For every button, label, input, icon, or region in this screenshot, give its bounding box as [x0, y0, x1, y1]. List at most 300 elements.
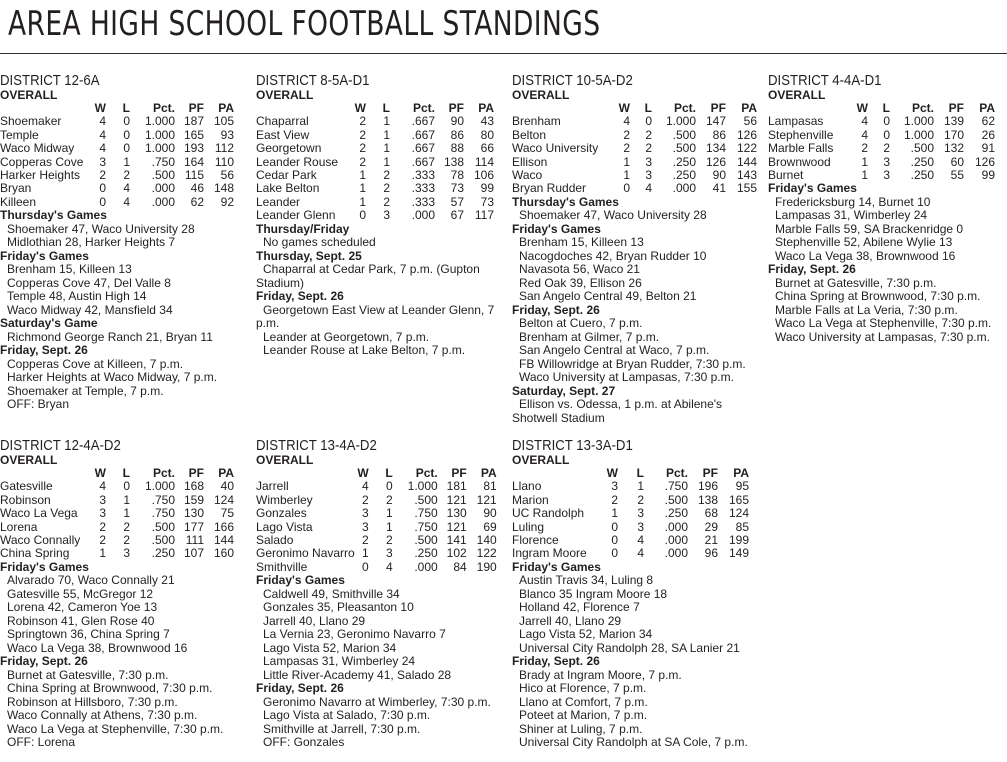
stat-pf: 96 — [704, 546, 718, 561]
game-line: Shoemaker 47, Waco University 28 — [519, 208, 707, 223]
game-line: San Angelo Central at Waco, 7 p.m. — [519, 343, 710, 358]
stat-pa: 160 — [213, 546, 234, 561]
stat-w: 1 — [359, 181, 366, 196]
table-header-row — [512, 467, 749, 480]
game-line: Chaparral at Cedar Park, 7 p.m. (Gupton Stadium) — [256, 262, 480, 290]
stat-pct: .500 — [672, 141, 696, 156]
game-line: Burnet at Gatesville, 7:30 p.m. — [7, 667, 169, 682]
stat-pct: .000 — [664, 533, 688, 548]
stat-pa: 85 — [735, 519, 749, 534]
table-row — [512, 534, 749, 547]
table-row — [256, 156, 494, 169]
stat-w: 3 — [99, 154, 106, 169]
team-name: Geronimo Navarro — [256, 546, 355, 561]
stat-w: 1 — [359, 168, 366, 183]
game-line: Robinson at Hillsboro, 7:30 p.m. — [7, 694, 178, 709]
overall-label: OVERALL — [0, 88, 58, 102]
district-block — [512, 72, 760, 425]
stat-l: 2 — [123, 533, 130, 548]
game-line: Belton at Cuero, 7 p.m. — [519, 316, 643, 331]
game-line: Navasota 56, Waco 21 — [519, 262, 640, 277]
games-heading: Friday's Games — [0, 559, 89, 574]
games-heading: Friday, Sept. 26 — [512, 302, 600, 317]
stat-l: 2 — [123, 168, 130, 183]
team-name: Lake Belton — [256, 181, 320, 196]
stat-pf: 121 — [446, 519, 467, 534]
stat-pf: 67 — [450, 208, 464, 223]
stat-pf: 90 — [712, 168, 726, 183]
games-heading: Thursday/Friday — [256, 221, 350, 236]
game-line: Shoemaker 47, Waco University 28 — [7, 221, 195, 236]
team-name: Leander — [256, 194, 301, 209]
game-line: Alvarado 70, Waco Connally 21 — [7, 573, 175, 588]
stat-l: 3 — [883, 154, 890, 169]
district-name: DISTRICT 12-4A-D2 — [0, 437, 121, 454]
stat-pa: 117 — [474, 208, 494, 223]
column-header: Pct. — [911, 101, 934, 115]
team-name: Luling — [512, 519, 545, 534]
column-header: PF — [188, 101, 204, 115]
table-row — [512, 142, 757, 155]
stat-pa: 165 — [728, 492, 749, 507]
games-heading: Friday, Sept. 26 — [512, 654, 600, 669]
stat-pct: .500 — [414, 492, 438, 507]
team-name: Bryan — [0, 181, 32, 196]
stat-pf: 84 — [453, 559, 467, 574]
stat-pa: 75 — [220, 506, 234, 521]
stat-l: 3 — [386, 546, 393, 561]
stat-pct: .667 — [411, 127, 435, 142]
stat-pct: .250 — [414, 546, 438, 561]
stat-l: 1 — [386, 506, 393, 521]
stat-w: 2 — [359, 154, 366, 169]
table-row — [256, 115, 494, 128]
stat-pf: 121 — [446, 492, 467, 507]
stat-l: 2 — [645, 127, 652, 142]
stat-pct: .333 — [411, 181, 435, 196]
district-block — [512, 437, 760, 750]
standings-table — [256, 102, 494, 223]
game-line: OFF: Gonzales — [263, 735, 345, 750]
game-line: Hico at Florence, 7 p.m. — [519, 681, 647, 696]
stat-w: 1 — [359, 194, 366, 209]
team-name: Chaparral — [256, 114, 309, 129]
table-row — [512, 169, 757, 182]
game-line: Universal City Randolph at SA Cole, 7 p.m. — [519, 735, 748, 750]
stat-pf: 170 — [943, 127, 964, 142]
column-header: PA — [741, 101, 757, 115]
stat-pf: 41 — [712, 181, 726, 196]
table-header-row — [0, 467, 234, 480]
stat-l: 2 — [645, 141, 652, 156]
stat-l: 4 — [386, 559, 393, 574]
stat-pf: 130 — [183, 506, 204, 521]
stat-pf: 134 — [705, 141, 726, 156]
stat-w: 2 — [623, 141, 630, 156]
stat-pct: .000 — [411, 208, 435, 223]
stat-pct: .250 — [910, 154, 934, 169]
district-name: DISTRICT 13-4A-D2 — [256, 437, 377, 454]
game-line: Brady at Ingram Moore, 7 p.m. — [519, 667, 682, 682]
stat-pa: 144 — [736, 154, 757, 169]
stat-l: 3 — [123, 546, 130, 561]
game-line: Marble Falls at La Veria, 7:30 p.m. — [775, 302, 958, 317]
stat-w: 0 — [99, 194, 106, 209]
stat-w: 4 — [99, 114, 106, 129]
stat-pct: .500 — [664, 492, 688, 507]
team-name: UC Randolph — [512, 506, 585, 521]
game-line: Red Oak 39, Ellison 26 — [519, 275, 642, 290]
stat-pf: 78 — [450, 168, 464, 183]
stat-w: 3 — [611, 479, 618, 494]
game-line: Smithville at Jarrell, 7:30 p.m. — [263, 721, 421, 736]
standings-table — [256, 467, 497, 574]
stat-l: 3 — [637, 506, 644, 521]
stat-l: 3 — [883, 168, 890, 183]
table-row — [512, 156, 757, 169]
stat-pct: .250 — [672, 154, 696, 169]
team-name: Harker Heights — [0, 168, 81, 183]
stat-l: 4 — [123, 181, 130, 196]
table-row — [0, 156, 234, 169]
game-line: Waco Midway 42, Mansfield 34 — [7, 302, 173, 317]
stat-w: 1 — [861, 154, 868, 169]
games-heading: Friday, Sept. 26 — [256, 681, 344, 696]
stat-l: 1 — [383, 114, 390, 129]
game-line: Lampasas 31, Wimberley 24 — [775, 208, 928, 223]
overall-label: OVERALL — [256, 88, 314, 102]
table-row — [256, 561, 497, 574]
stat-pa: 56 — [220, 168, 234, 183]
team-name: Wimberley — [256, 492, 313, 507]
stat-pf: 164 — [183, 154, 204, 169]
stat-pf: 86 — [712, 127, 726, 142]
stat-pct: .750 — [414, 506, 438, 521]
team-name: China Spring — [0, 546, 70, 561]
standings-table — [0, 467, 234, 561]
stat-pa: 81 — [483, 479, 497, 494]
stat-l: 2 — [386, 492, 393, 507]
stat-l: 2 — [123, 519, 130, 534]
stat-w: 3 — [99, 492, 106, 507]
game-line: Waco La Vega 38, Brownwood 16 — [775, 248, 956, 263]
team-name: Copperas Cove — [0, 154, 84, 169]
stat-l: 0 — [386, 479, 393, 494]
stat-w: 1 — [99, 546, 106, 561]
stat-l: 2 — [383, 181, 390, 196]
stat-w: 3 — [99, 506, 106, 521]
column-header: Pct. — [152, 466, 175, 480]
stat-l: 1 — [637, 479, 644, 494]
column-header: L — [382, 101, 390, 115]
stat-pf: 181 — [446, 479, 467, 494]
stat-pa: 114 — [474, 154, 494, 169]
overall-label: OVERALL — [0, 453, 58, 467]
standings-table — [0, 102, 234, 209]
stat-pct: 1.000 — [144, 127, 175, 142]
table-row — [256, 507, 497, 520]
stat-l: 1 — [123, 154, 130, 169]
table-row — [256, 169, 494, 182]
table-row — [512, 507, 749, 520]
column-header: PA — [979, 101, 995, 115]
game-line: Robinson 41, Glen Rose 40 — [7, 613, 155, 628]
table-row — [0, 182, 234, 195]
game-line: Geronimo Navarro at Wimberley, 7:30 p.m. — [263, 694, 491, 709]
table-row — [256, 182, 494, 195]
team-name: Georgetown — [256, 141, 322, 156]
game-line: FB Willowridge at Bryan Rudder, 7:30 p.m. — [519, 356, 746, 371]
game-line: Brenham at Gilmer, 7 p.m. — [519, 329, 660, 344]
game-line: Nacogdoches 42, Bryan Rudder 10 — [519, 248, 707, 263]
game-line: Gonzales 35, Pleasanton 10 — [263, 600, 414, 615]
table-row — [0, 521, 234, 534]
stat-pa: 43 — [480, 114, 494, 129]
game-line: Copperas Cove 47, Del Valle 8 — [7, 275, 171, 290]
table-row — [256, 129, 494, 142]
stat-w: 4 — [99, 141, 106, 156]
table-header-row — [256, 467, 497, 480]
column-header: PF — [188, 466, 204, 480]
game-line: Harker Heights at Waco Midway, 7 p.m. — [7, 370, 218, 385]
team-name: Burnet — [768, 168, 804, 183]
table-row — [768, 142, 995, 155]
stat-pa: 148 — [213, 181, 234, 196]
standings-table — [768, 102, 995, 182]
team-name: Temple — [0, 127, 39, 142]
stat-pct: 1.000 — [144, 141, 175, 156]
game-line: Lampasas 31, Wimberley 24 — [263, 654, 416, 669]
overall-label: OVERALL — [512, 453, 570, 467]
stat-l: 3 — [645, 154, 652, 169]
game-line: Temple 48, Austin High 14 — [7, 289, 147, 304]
games-heading: Saturday, Sept. 27 — [512, 383, 616, 398]
game-line: Springtown 36, China Spring 7 — [7, 627, 170, 642]
game-line: La Vernia 23, Geronimo Navarro 7 — [263, 627, 446, 642]
stat-w: 2 — [99, 519, 106, 534]
game-line: Marble Falls 59, SA Brackenridge 0 — [775, 221, 964, 236]
table-row — [0, 115, 234, 128]
stat-w: 4 — [861, 114, 868, 129]
stat-pf: 102 — [446, 546, 467, 561]
stat-pf: 168 — [183, 479, 204, 494]
stat-l: 0 — [883, 114, 890, 129]
column-header: W — [606, 466, 618, 480]
column-header: PA — [480, 466, 497, 480]
game-line: Richmond George Ranch 21, Bryan 11 — [7, 329, 213, 344]
stat-pf: 90 — [450, 114, 464, 129]
team-name: Lago Vista — [256, 519, 313, 534]
stat-pct: .667 — [411, 141, 435, 156]
stat-pf: 115 — [184, 168, 204, 183]
game-line: OFF: Bryan — [7, 397, 70, 412]
stat-pct: 1.000 — [144, 114, 175, 129]
team-name: Salado — [256, 533, 294, 548]
stat-pf: 177 — [183, 519, 204, 534]
column-header: W — [354, 101, 366, 115]
stat-pa: 66 — [480, 141, 494, 156]
stat-pct: .750 — [151, 492, 175, 507]
stat-pf: 132 — [943, 141, 964, 156]
column-header: Pct. — [415, 466, 438, 480]
game-line: Waco La Vega at Stephenville, 7:30 p.m. — [775, 316, 992, 331]
stat-pa: 99 — [981, 168, 995, 183]
table-row — [512, 494, 749, 507]
stat-pf: 159 — [183, 492, 204, 507]
stat-pct: .667 — [411, 154, 435, 169]
standings-table — [512, 467, 749, 561]
column-header: PF — [710, 101, 726, 115]
stat-pa: 122 — [736, 141, 757, 156]
game-line: Waco University at Lampasas, 7:30 p.m. — [775, 329, 990, 344]
game-line: Jarrell 40, Llano 29 — [263, 613, 366, 628]
stat-pf: 29 — [704, 519, 718, 534]
stat-l: 1 — [123, 506, 130, 521]
stat-pa: 73 — [480, 194, 494, 209]
table-row — [256, 196, 494, 209]
game-line: Poteet at Marion, 7 p.m. — [519, 708, 648, 723]
team-name: Florence — [512, 533, 559, 548]
stat-l: 4 — [645, 181, 652, 196]
stat-pa: 126 — [974, 154, 995, 169]
stat-pct: .000 — [672, 181, 696, 196]
game-line: Universal City Randolph 28, SA Lanier 21 — [519, 640, 740, 655]
games-heading: Thursday, Sept. 25 — [256, 248, 362, 263]
column-header: PA — [218, 101, 234, 115]
stat-l: 3 — [637, 519, 644, 534]
game-line: Midlothian 28, Harker Heights 7 — [7, 235, 176, 250]
game-line: Holland 42, Florence 7 — [519, 600, 640, 615]
game-line: Leander at Georgetown, 7 p.m. — [263, 329, 430, 344]
stat-pct: .000 — [151, 181, 175, 196]
stat-l: 2 — [383, 194, 390, 209]
game-line: OFF: Lorena — [7, 735, 76, 750]
stat-pa: 166 — [213, 519, 234, 534]
district-block — [0, 72, 248, 412]
stat-pf: 62 — [190, 194, 204, 209]
column-header-team — [768, 102, 852, 115]
stat-l: 2 — [386, 533, 393, 548]
stat-pa: 124 — [728, 506, 749, 521]
stat-pa: 199 — [728, 533, 749, 548]
stat-w: 1 — [362, 546, 369, 561]
game-line: Brenham 15, Killeen 13 — [7, 262, 132, 277]
stat-pct: .333 — [411, 194, 435, 209]
stat-l: 4 — [637, 533, 644, 548]
stat-w: 0 — [359, 208, 366, 223]
stat-w: 4 — [362, 479, 369, 494]
stat-pct: .750 — [151, 506, 175, 521]
stat-pa: 40 — [220, 479, 234, 494]
stat-pa: 106 — [473, 168, 494, 183]
column-header: L — [122, 101, 130, 115]
stat-pf: 60 — [950, 154, 964, 169]
table-row — [256, 534, 497, 547]
stat-pct: .333 — [411, 168, 435, 183]
team-name: Leander Rouse — [256, 154, 339, 169]
column-header: PA — [478, 101, 494, 115]
stat-l: 0 — [645, 114, 652, 129]
game-line: Llano at Comfort, 7 p.m. — [519, 694, 648, 709]
table-row — [512, 182, 757, 195]
stat-pf: 193 — [183, 141, 204, 156]
district-block — [256, 437, 504, 750]
table-row — [768, 169, 995, 182]
stat-pa: 99 — [480, 181, 494, 196]
table-row — [0, 129, 234, 142]
team-name: Gonzales — [256, 506, 307, 521]
stat-pa: 69 — [483, 519, 497, 534]
team-name: Gatesville — [0, 479, 53, 494]
column-header: W — [357, 466, 369, 480]
stat-pf: 126 — [705, 154, 726, 169]
team-name: Ellison — [512, 154, 548, 169]
stat-w: 1 — [623, 154, 630, 169]
game-line: Waco La Vega 38, Brownwood 16 — [7, 640, 188, 655]
column-header: PA — [733, 466, 749, 480]
team-name: Brownwood — [768, 154, 831, 169]
table-header-row — [512, 102, 757, 115]
column-header: PF — [948, 101, 964, 115]
table-row — [0, 169, 234, 182]
stat-pa: 90 — [483, 506, 497, 521]
title-divider — [0, 53, 1007, 54]
stat-pa: 121 — [476, 492, 497, 507]
stat-pct: 1.000 — [903, 127, 934, 142]
stat-pf: 88 — [450, 141, 464, 156]
table-row — [256, 547, 497, 560]
game-line: China Spring at Brownwood, 7:30 p.m. — [7, 681, 213, 696]
stat-pf: 21 — [704, 533, 718, 548]
stat-l: 0 — [123, 114, 130, 129]
table-header-row — [768, 102, 995, 115]
stat-l: 0 — [123, 479, 130, 494]
games-heading: Friday, Sept. 26 — [256, 289, 344, 304]
column-header-team — [0, 102, 92, 115]
stat-pct: 1.000 — [903, 114, 934, 129]
overall-label: OVERALL — [256, 453, 314, 467]
stat-pf: 107 — [183, 546, 204, 561]
game-line: Stephenville 52, Abilene Wylie 13 — [775, 235, 953, 250]
stat-l: 2 — [383, 168, 390, 183]
stat-pa: 80 — [480, 127, 494, 142]
stat-pct: 1.000 — [407, 479, 438, 494]
table-row — [0, 480, 234, 493]
table-row — [768, 115, 995, 128]
column-header: PF — [702, 466, 718, 480]
stat-w: 2 — [359, 127, 366, 142]
stat-pa: 144 — [213, 533, 234, 548]
games-heading: Friday, Sept. 26 — [0, 654, 88, 669]
stat-l: 1 — [383, 154, 390, 169]
stat-pa: 62 — [981, 114, 995, 129]
standings-table — [512, 102, 757, 196]
team-name: Belton — [512, 127, 547, 142]
table-row — [768, 129, 995, 142]
column-header: PF — [448, 101, 464, 115]
column-header-team — [0, 467, 92, 480]
stat-w: 1 — [861, 168, 868, 183]
stat-pct: .000 — [414, 559, 438, 574]
stat-w: 2 — [611, 492, 618, 507]
stat-pf: 73 — [450, 181, 464, 196]
stat-pct: .500 — [151, 533, 175, 548]
stat-pa: 56 — [743, 114, 757, 129]
district-name: DISTRICT 13-3A-D1 — [512, 437, 633, 454]
team-name: Waco University — [512, 141, 599, 156]
table-row — [256, 480, 497, 493]
district-block — [256, 72, 504, 358]
